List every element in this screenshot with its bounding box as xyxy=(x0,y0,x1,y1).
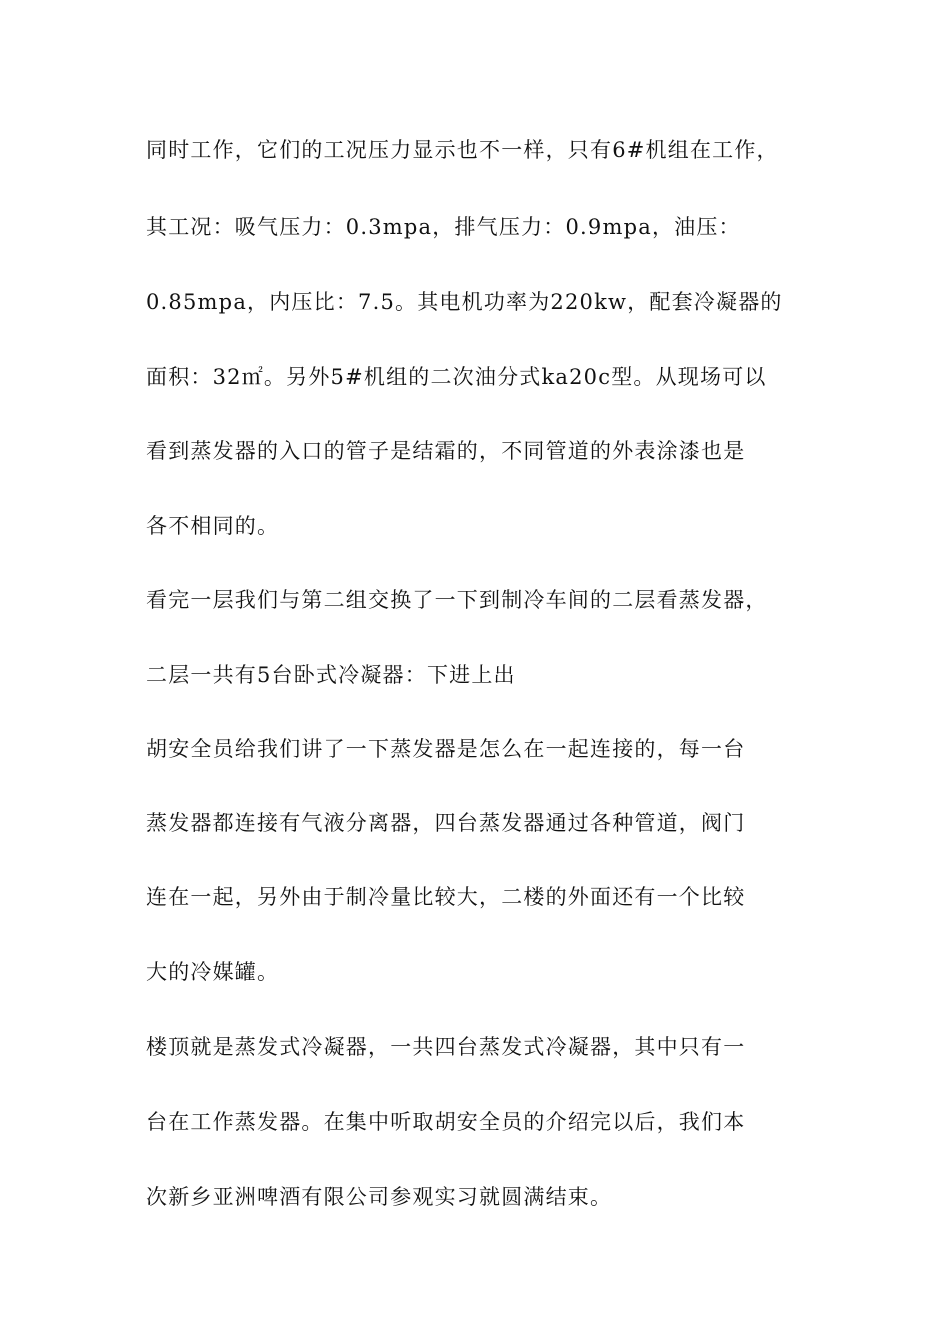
text-line: 看到蒸发器的入口的管子是结霜的，不同管道的外表涂漆也是 xyxy=(146,439,746,463)
text-line: 胡安全员给我们讲了一下蒸发器是怎么在一起连接的，每一台 xyxy=(146,737,746,761)
text-line: 台在工作蒸发器。在集中听取胡安全员的介绍完以后，我们本 xyxy=(146,1110,746,1134)
text-line: 蒸发器都连接有气液分离器，四台蒸发器通过各种管道，阀门 xyxy=(146,811,746,835)
text-line: 看完一层我们与第二组交换了一下到制冷车间的二层看蒸发器， xyxy=(146,588,768,612)
text-line: 大的冷媒罐。 xyxy=(146,960,280,984)
text-line: 二层一共有5台卧式冷凝器：下进上出 xyxy=(146,663,516,687)
text-line: 次新乡亚洲啤酒有限公司参观实习就圆满结束。 xyxy=(146,1185,613,1209)
text-line: 连在一起，另外由于制冷量比较大，二楼的外面还有一个比较 xyxy=(146,885,746,909)
text-line: 各不相同的。 xyxy=(146,514,280,538)
text-line: 同时工作，它们的工况压力显示也不一样，只有6#机组在工作， xyxy=(146,138,779,162)
text-line: 0.85mpa，内压比：7.5。其电机功率为220kw，配套冷凝器的 xyxy=(146,290,783,314)
text-line: 楼顶就是蒸发式冷凝器，一共四台蒸发式冷凝器，其中只有一 xyxy=(146,1035,746,1059)
text-line: 面积：32㎡。另外5#机组的二次油分式ka20c型。从现场可以 xyxy=(146,365,767,389)
text-line: 其工况：吸气压力：0.3mpa，排气压力：0.9mpa，油压： xyxy=(146,215,741,239)
